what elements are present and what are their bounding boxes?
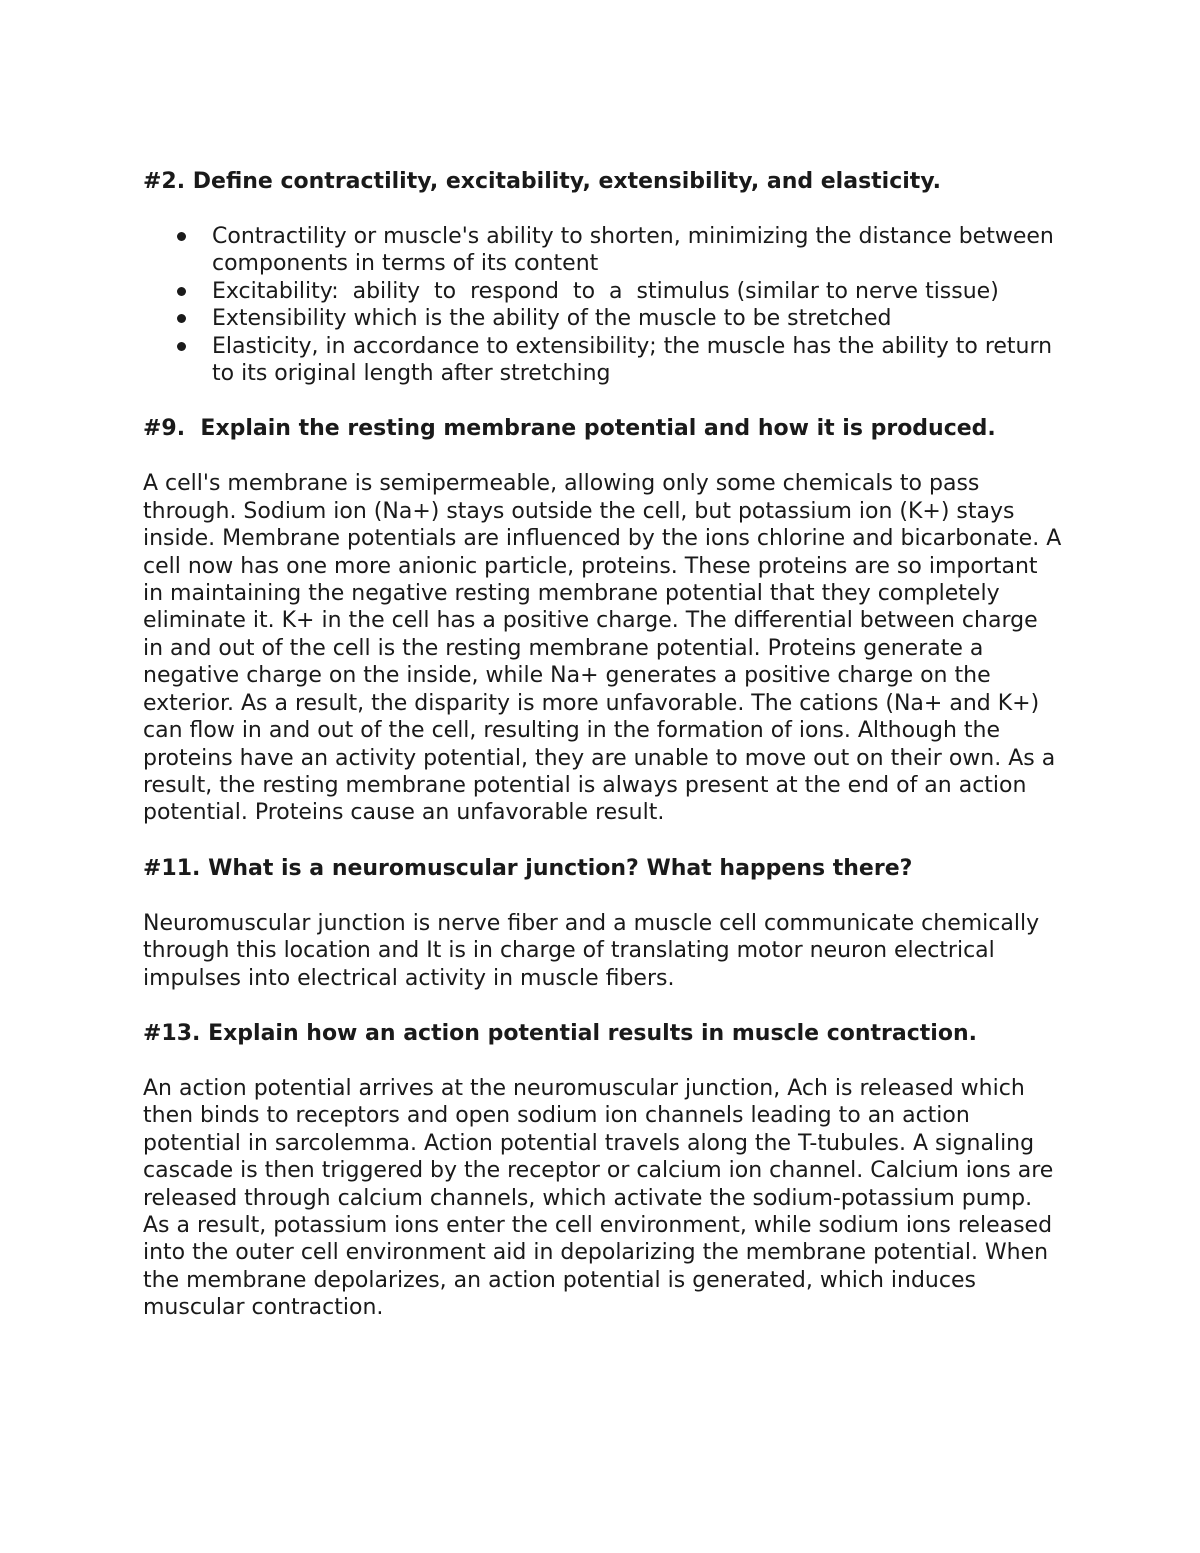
question-9-answer: A cell's membrane is semipermeable, allowing only some chemicals to pass through. Sodium ion (Na+) stays outside the cell, but potassium ion (K+) stays inside. Membrane potentials are influenced by the ions chlorine and bicarbonate. A cell now has one more anionic particle, proteins. These proteins are so important in maintaining the negative resting membrane potential that they completely eliminate it. K+ in the cell has a positive charge. The differential between charge in and out of the cell is the resting membrane potential. Proteins generate a negative charge on the inside, while Na+ generates a positive charge on the exterior. As a result, the disparity is more unfavorable. The cations (Na+ and K+) can flow in and out of the cell, resulting in the formation of ions. Although the proteins have an activity potential, they are unable to move out on their own. As a result, the resting membrane potential is always present at the end of an action potential. Proteins cause an unfavorable result.	[143, 471, 1062, 826]
list-item-text: Elasticity, in accordance to extensibility; the muscle has the ability to return to its original length after stretching	[212, 333, 1053, 387]
bullet-icon	[177, 314, 186, 323]
list-item	[143, 333, 1063, 388]
question-11-answer: Neuromuscular junction is nerve fiber and a muscle cell communicate chemically through this location and It is in charge of translating motor neuron electrical impulses into electrical activity in muscle fibers.	[143, 910, 1040, 991]
list-item	[143, 278, 1063, 305]
list-item-text: Extensibility which is the ability of the muscle to be stretched	[212, 306, 892, 332]
question-13-answer: An action potential arrives at the neuromuscular junction, Ach is released which then binds to receptors and open sodium ion channels leading to an action potential in sarcolemma. Action potential travels along the T-tubules. A signaling cascade is then triggered by the receptor or calcium ion channel. Calcium ions are released through calcium channels, which activate the sodium-potassium pump. As a result, potassium ions enter the cell environment, while sodium ions released into the outer cell environment aid in depolarizing the membrane potential. When the membrane depolarizes, an action potential is generated, which induces muscular contraction.	[143, 1075, 1054, 1321]
question-11-heading: #11. What is a neuromuscular junction? What happens there?	[143, 855, 913, 881]
definitions-list	[143, 223, 1063, 387]
list-item	[143, 223, 1063, 278]
question-2-heading: #2. Define contractility, excitability, extensibility, and elasticity.	[143, 169, 941, 194]
document-page	[143, 167, 1063, 1349]
list-item-text: Contractility or muscle's ability to shorten, minimizing the distance between components in terms of its content	[212, 224, 1054, 277]
bullet-icon	[177, 287, 186, 296]
question-9-heading: #9. Explain the resting membrane potential and how it is produced.	[143, 416, 996, 442]
list-item-text: Excitability: ability to respond to a stimulus (similar to nerve tissue)	[212, 278, 999, 304]
bullet-icon	[177, 232, 186, 241]
bullet-icon	[177, 342, 186, 351]
list-item	[143, 305, 1063, 332]
question-13-heading: #13. Explain how an action potential results in muscle contraction.	[143, 1020, 977, 1046]
